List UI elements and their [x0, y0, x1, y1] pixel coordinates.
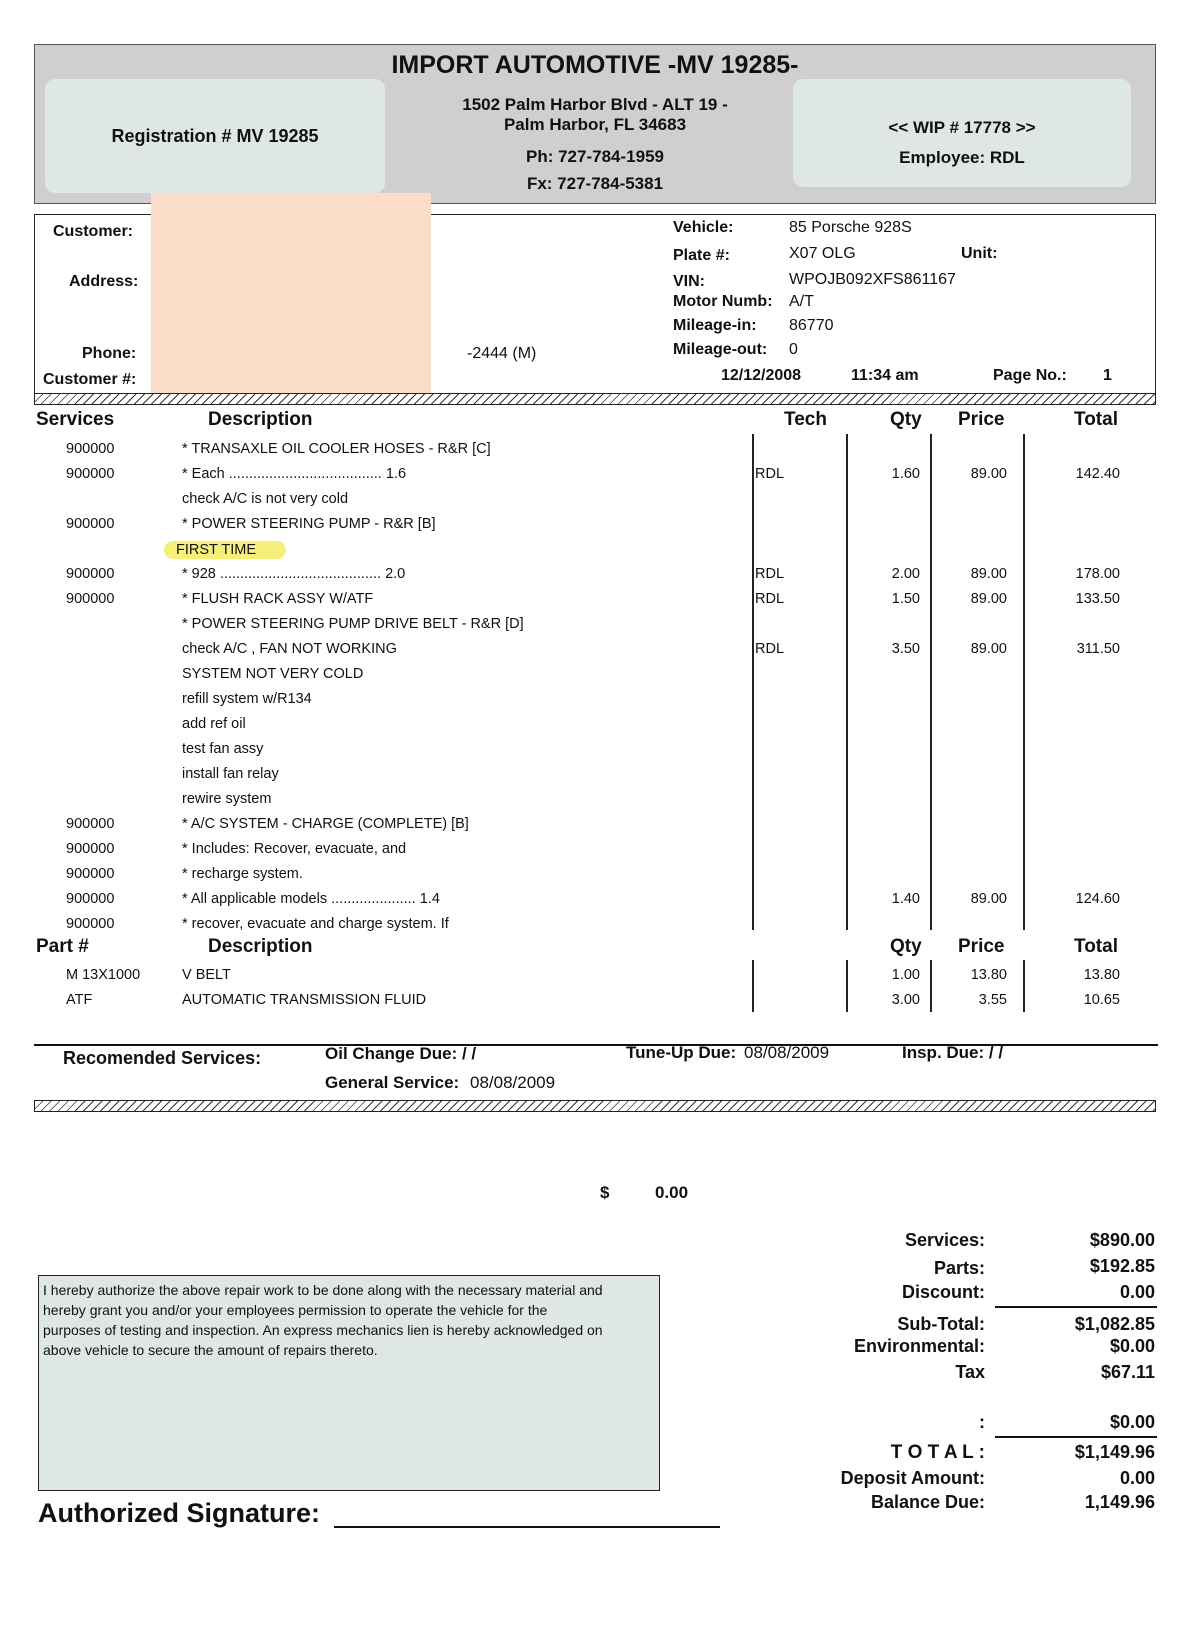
mileage-in-value: 86770 — [789, 317, 834, 334]
service-code: 900000 — [66, 866, 115, 882]
part-total: 13.80 — [1083, 967, 1120, 983]
shop-header — [34, 44, 1156, 204]
service-qty: 2.00 — [891, 566, 920, 582]
tune-up-value: 08/08/2009 — [744, 1043, 830, 1062]
service-code: 900000 — [66, 891, 115, 907]
vin-value: WPOJB092XFS861167 — [789, 271, 956, 288]
authorization-box — [38, 1275, 660, 1491]
phone-value: -2444 (M) — [467, 345, 537, 362]
oil-change-due: Oil Change Due: / / — [325, 1044, 477, 1063]
service-price: 89.00 — [970, 591, 1007, 607]
service-row — [0, 691, 1200, 716]
price-col-header: Price — [958, 409, 1005, 430]
blank-fee-value: $0.00 — [1109, 1412, 1155, 1432]
plate-value: X07 OLG — [789, 245, 856, 262]
service-total: 311.50 — [1076, 641, 1120, 657]
service-price: 89.00 — [970, 641, 1007, 657]
deposit-label: Deposit Amount: — [840, 1468, 985, 1488]
inspection-due: Insp. Due: / / — [902, 1043, 1004, 1062]
service-description: test fan assy — [182, 741, 264, 757]
address-label: Address: — [69, 273, 139, 290]
motor-value: A/T — [789, 293, 814, 310]
unit-label: Unit: — [961, 245, 998, 262]
part-number: M 13X1000 — [66, 967, 141, 983]
part-description: V BELT — [182, 967, 231, 983]
vin-label: VIN: — [673, 273, 705, 290]
redaction-block — [151, 193, 431, 403]
service-row — [0, 916, 1200, 941]
qty-col-header: Qty — [890, 409, 922, 430]
subtotal-rule — [995, 1306, 1157, 1308]
tax-label: Tax — [955, 1362, 985, 1382]
service-price: 89.00 — [970, 566, 1007, 582]
recommended-label: Recomended Services: — [63, 1048, 262, 1068]
general-service-label: General Service: — [325, 1073, 460, 1092]
total-rule — [995, 1436, 1157, 1438]
service-tech: RDL — [755, 566, 785, 582]
subtotal-label: Sub-Total: — [897, 1314, 985, 1334]
service-tech: RDL — [755, 466, 785, 482]
deposit-value: 0.00 — [1119, 1468, 1155, 1488]
environmental-label: Environmental: — [853, 1336, 985, 1356]
service-description: check A/C , FAN NOT WORKING — [182, 641, 397, 657]
service-row — [0, 666, 1200, 691]
address-line-2: Palm Harbor, FL 34683 — [503, 115, 687, 134]
grand-total-value: $1,149.96 — [1074, 1442, 1155, 1462]
service-description: * 928 ........................................ 2.0 — [182, 566, 406, 582]
service-price: 89.00 — [970, 891, 1007, 907]
shop-address — [405, 95, 785, 197]
subtotal-value: $1,082.85 — [1074, 1314, 1155, 1334]
blank-fee-label: : — [979, 1412, 985, 1432]
customer-vehicle-box — [34, 214, 1156, 400]
service-row — [0, 891, 1200, 916]
total-col-header: Total — [1074, 409, 1118, 430]
customer-number-label: Customer #: — [43, 371, 137, 388]
grand-total-label: T O T A L : — [890, 1442, 985, 1463]
part-row — [0, 992, 1200, 1017]
service-description: * POWER STEERING PUMP - R&R [B] — [182, 516, 436, 532]
general-service-value: 08/08/2009 — [470, 1073, 556, 1092]
service-qty: 1.40 — [891, 891, 920, 907]
discount-label: Discount: — [902, 1282, 985, 1302]
part-total-col-header: Total — [1074, 936, 1118, 957]
service-row — [0, 841, 1200, 866]
balance-due-label: Balance Due: — [870, 1492, 985, 1512]
customer-label: Customer: — [53, 223, 134, 240]
wip-panel — [793, 79, 1131, 187]
services-col-header: Services — [36, 409, 115, 430]
invoice-time: 11:34 am — [851, 367, 919, 384]
service-row — [0, 741, 1200, 766]
mileage-out-label: Mileage-out: — [673, 341, 768, 358]
service-description: * FLUSH RACK ASSY W/ATF — [182, 591, 374, 607]
employee: Employee: RDL — [899, 148, 1025, 167]
service-price: 89.00 — [970, 466, 1007, 482]
shop-phone: Ph: 727-784-1959 — [526, 147, 664, 166]
service-code: 900000 — [66, 841, 115, 857]
service-row — [0, 466, 1200, 491]
tech-col-header: Tech — [784, 409, 827, 430]
motor-label: Motor Numb: — [673, 293, 773, 310]
service-row — [0, 641, 1200, 666]
part-price-col-header: Price — [958, 936, 1005, 957]
service-tech: RDL — [755, 641, 785, 657]
service-description: * Includes: Recover, evacuate, and — [182, 841, 407, 857]
service-code: 900000 — [66, 591, 115, 607]
invoice-date: 12/12/2008 — [721, 367, 802, 384]
phone-label: Phone: — [82, 345, 137, 362]
service-code: 900000 — [66, 916, 115, 932]
registration-panel — [45, 79, 385, 193]
services-total-label: Services: — [904, 1230, 985, 1250]
balance-due-value: 1,149.96 — [1084, 1492, 1155, 1512]
mileage-in-label: Mileage-in: — [673, 317, 757, 334]
service-code: 900000 — [66, 466, 115, 482]
parts-total-value: $192.85 — [1089, 1256, 1155, 1276]
service-description: install fan relay — [182, 766, 279, 782]
tax-value: $67.11 — [1100, 1362, 1155, 1382]
service-total: 142.40 — [1075, 466, 1120, 482]
part-price: 3.55 — [978, 992, 1007, 1008]
service-row — [0, 516, 1200, 541]
service-code: 900000 — [66, 816, 115, 832]
vehicle-value: 85 Porsche 928S — [789, 219, 912, 236]
service-row — [0, 616, 1200, 641]
environmental-value: $0.00 — [1109, 1336, 1155, 1356]
page-label: Page No.: — [993, 367, 1067, 384]
registration-number: Registration # MV 19285 — [111, 125, 319, 146]
service-total: 133.50 — [1075, 591, 1120, 607]
part-row — [0, 967, 1200, 992]
part-qty-col-header: Qty — [890, 936, 922, 957]
service-tech: RDL — [755, 591, 785, 607]
service-description: * POWER STEERING PUMP DRIVE BELT - R&R [D] — [182, 616, 524, 632]
service-qty: 3.50 — [891, 641, 920, 657]
service-row — [0, 566, 1200, 591]
service-code: 900000 — [66, 516, 115, 532]
service-row — [0, 491, 1200, 516]
signature-label: Authorized Signature: — [38, 1498, 320, 1528]
service-description: * recharge system. — [182, 866, 303, 882]
part-description: AUTOMATIC TRANSMISSION FLUID — [182, 992, 427, 1008]
shop-fax: Fx: 727-784-5381 — [526, 174, 664, 193]
plate-label: Plate #: — [673, 247, 730, 264]
service-code: 900000 — [66, 441, 115, 457]
service-description: * recover, evacuate and charge system. If — [182, 916, 449, 932]
hatch-divider — [34, 1100, 1156, 1112]
service-description: SYSTEM NOT VERY COLD — [182, 666, 364, 682]
description-col-header: Description — [208, 409, 313, 430]
service-description: add ref oil — [182, 716, 246, 732]
service-description: * A/C SYSTEM - CHARGE (COMPLETE) [B] — [182, 816, 469, 832]
part-price: 13.80 — [970, 967, 1007, 983]
service-qty: 1.50 — [891, 591, 920, 607]
service-row — [0, 766, 1200, 791]
page-value: 1 — [1103, 367, 1112, 384]
service-code: 900000 — [66, 566, 115, 582]
service-description: rewire system — [182, 791, 272, 807]
part-description-col-header: Description — [208, 936, 313, 957]
discount-value: 0.00 — [1119, 1282, 1155, 1302]
wip-number: << WIP # 17778 >> — [888, 118, 1036, 137]
hatch-divider — [34, 393, 1156, 405]
service-description: * Each ...................................... 1.6 — [182, 466, 407, 482]
service-description: refill system w/R134 — [182, 691, 312, 707]
signature-line[interactable] — [334, 1526, 720, 1528]
part-qty: 1.00 — [891, 967, 920, 983]
service-row — [0, 591, 1200, 616]
part-total: 10.65 — [1083, 992, 1120, 1008]
vehicle-label: Vehicle: — [673, 219, 734, 236]
service-description: * All applicable models ..................... 1.4 — [182, 891, 440, 907]
part-number: ATF — [66, 992, 93, 1008]
service-total: 178.00 — [1075, 566, 1120, 582]
service-row — [0, 716, 1200, 741]
part-qty: 3.00 — [891, 992, 920, 1008]
mileage-out-value: 0 — [789, 341, 798, 358]
dollar-value: 0.00 — [655, 1183, 689, 1202]
part-col-header: Part # — [36, 936, 89, 957]
service-description: check A/C is not very cold — [182, 491, 349, 507]
service-row — [0, 816, 1200, 841]
service-row — [0, 791, 1200, 816]
service-row — [0, 866, 1200, 891]
address-line-1: 1502 Palm Harbor Blvd - ALT 19 - — [462, 95, 728, 114]
parts-total-label: Parts: — [933, 1258, 985, 1278]
services-total-value: $890.00 — [1089, 1230, 1155, 1250]
service-row — [0, 541, 1200, 566]
service-row — [0, 441, 1200, 466]
service-description: FIRST TIME — [164, 541, 286, 559]
tune-up-label: Tune-Up Due: — [626, 1043, 737, 1062]
authorization-text: I hereby authorize the above repair work to be done along with the necessary material and hereby grant you and/or your employees permission to operate the vehicle for the purposes of testing and inspection. An express mechanics lien is hereby acknowledged on above vehicle to secure the amount of repairs thereto. — [43, 1282, 603, 1358]
dollar-sign: $ — [600, 1183, 610, 1202]
shop-title: IMPORT AUTOMOTIVE -MV 19285- — [391, 51, 799, 79]
service-total: 124.60 — [1075, 891, 1120, 907]
service-description: * TRANSAXLE OIL COOLER HOSES - R&R [C] — [182, 441, 491, 457]
service-qty: 1.60 — [891, 466, 920, 482]
